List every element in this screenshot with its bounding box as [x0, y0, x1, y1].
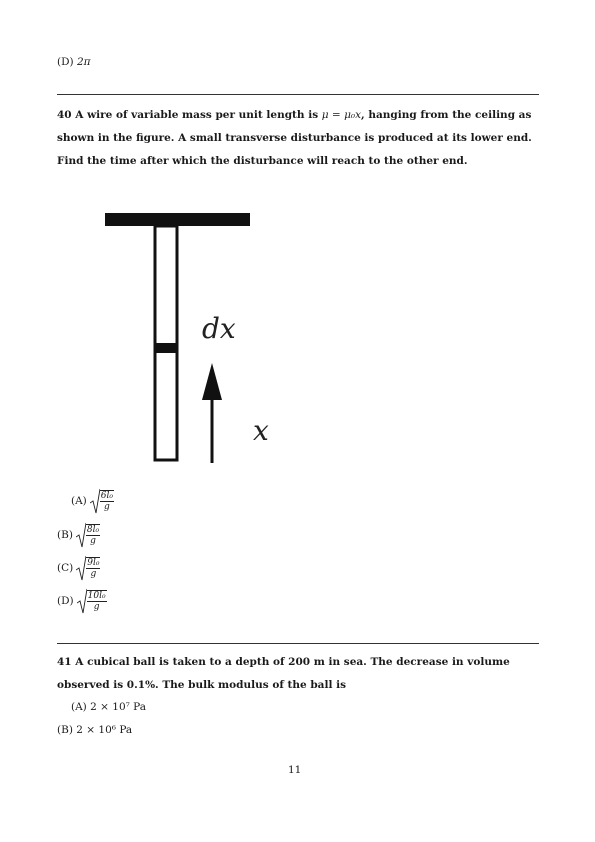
option-value: 2 × 10⁶ Pa: [76, 724, 133, 736]
q40-option-b[interactable]: [57, 522, 100, 548]
question-text: A wire of variable mass per unit length is: [75, 109, 322, 121]
prev-option-d: [57, 56, 91, 68]
dx-label: dx: [202, 312, 236, 345]
q41-option-b[interactable]: [57, 724, 132, 736]
fraction-denominator: g: [90, 569, 97, 579]
option-label: (B): [57, 529, 73, 541]
option-value: 2 × 10⁷ Pa: [90, 701, 147, 713]
question-41-text: [57, 651, 541, 697]
divider-bottom: [57, 643, 539, 644]
option-label: (A): [71, 495, 87, 507]
option-value: 2π: [76, 56, 91, 68]
question-40-line-1: [57, 104, 541, 127]
question-text: A cubical ball is taken to a depth of 200 m in sea. The decrease in volume: [75, 656, 510, 668]
fraction-denominator: g: [90, 536, 96, 546]
question-number: 41: [57, 656, 72, 668]
option-label: (B): [57, 724, 73, 736]
option-label: (C): [57, 562, 74, 574]
sqrt-expression: [76, 555, 100, 581]
sqrt-icon: [76, 555, 86, 581]
sqrt-expression: [90, 488, 114, 514]
ceiling-bar: [105, 213, 250, 226]
fraction-numerator: 8l₀: [86, 525, 100, 535]
x-label: x: [253, 414, 269, 447]
q40-option-a[interactable]: [71, 488, 114, 514]
q40-option-c[interactable]: [57, 555, 100, 581]
fraction-numerator: 10l₀: [87, 591, 106, 601]
question-41-line-2: observed is 0.1%. The bulk modulus of the ball is: [57, 679, 346, 691]
fraction-numerator: 9l₀: [87, 558, 100, 568]
question-text-end: , hanging from the ceiling as: [361, 109, 532, 121]
fraction-denominator: g: [93, 602, 100, 612]
question-number: 40: [57, 109, 72, 121]
mu-expression: μ = μ₀x: [321, 109, 362, 121]
hanging-wire-figure: [95, 205, 295, 475]
fraction-numerator: 6l₀: [100, 491, 113, 501]
divider-top: [57, 94, 539, 95]
sqrt-expression: [76, 522, 100, 548]
question-40-line-3: Find the time after which the disturbance will reach to the other end.: [57, 155, 468, 167]
sqrt-icon: [90, 488, 100, 514]
sqrt-icon: [76, 522, 86, 548]
option-label: (D): [57, 595, 74, 607]
q41-option-a[interactable]: [71, 701, 146, 713]
question-40-text: [57, 104, 541, 173]
sqrt-icon: [77, 588, 87, 614]
option-label: (A): [71, 701, 87, 713]
fraction-denominator: g: [104, 502, 110, 512]
page-number: 11: [288, 764, 302, 776]
question-40-line-2: shown in the figure. A small transverse disturbance is produced at its lower end.: [57, 132, 532, 144]
wire-element-dx: [155, 343, 177, 353]
arrow-head-icon: [202, 363, 222, 400]
question-41-line-1: [57, 651, 541, 674]
sqrt-expression: [77, 588, 107, 614]
option-label: (D): [57, 56, 74, 68]
q40-option-d[interactable]: [57, 588, 107, 614]
